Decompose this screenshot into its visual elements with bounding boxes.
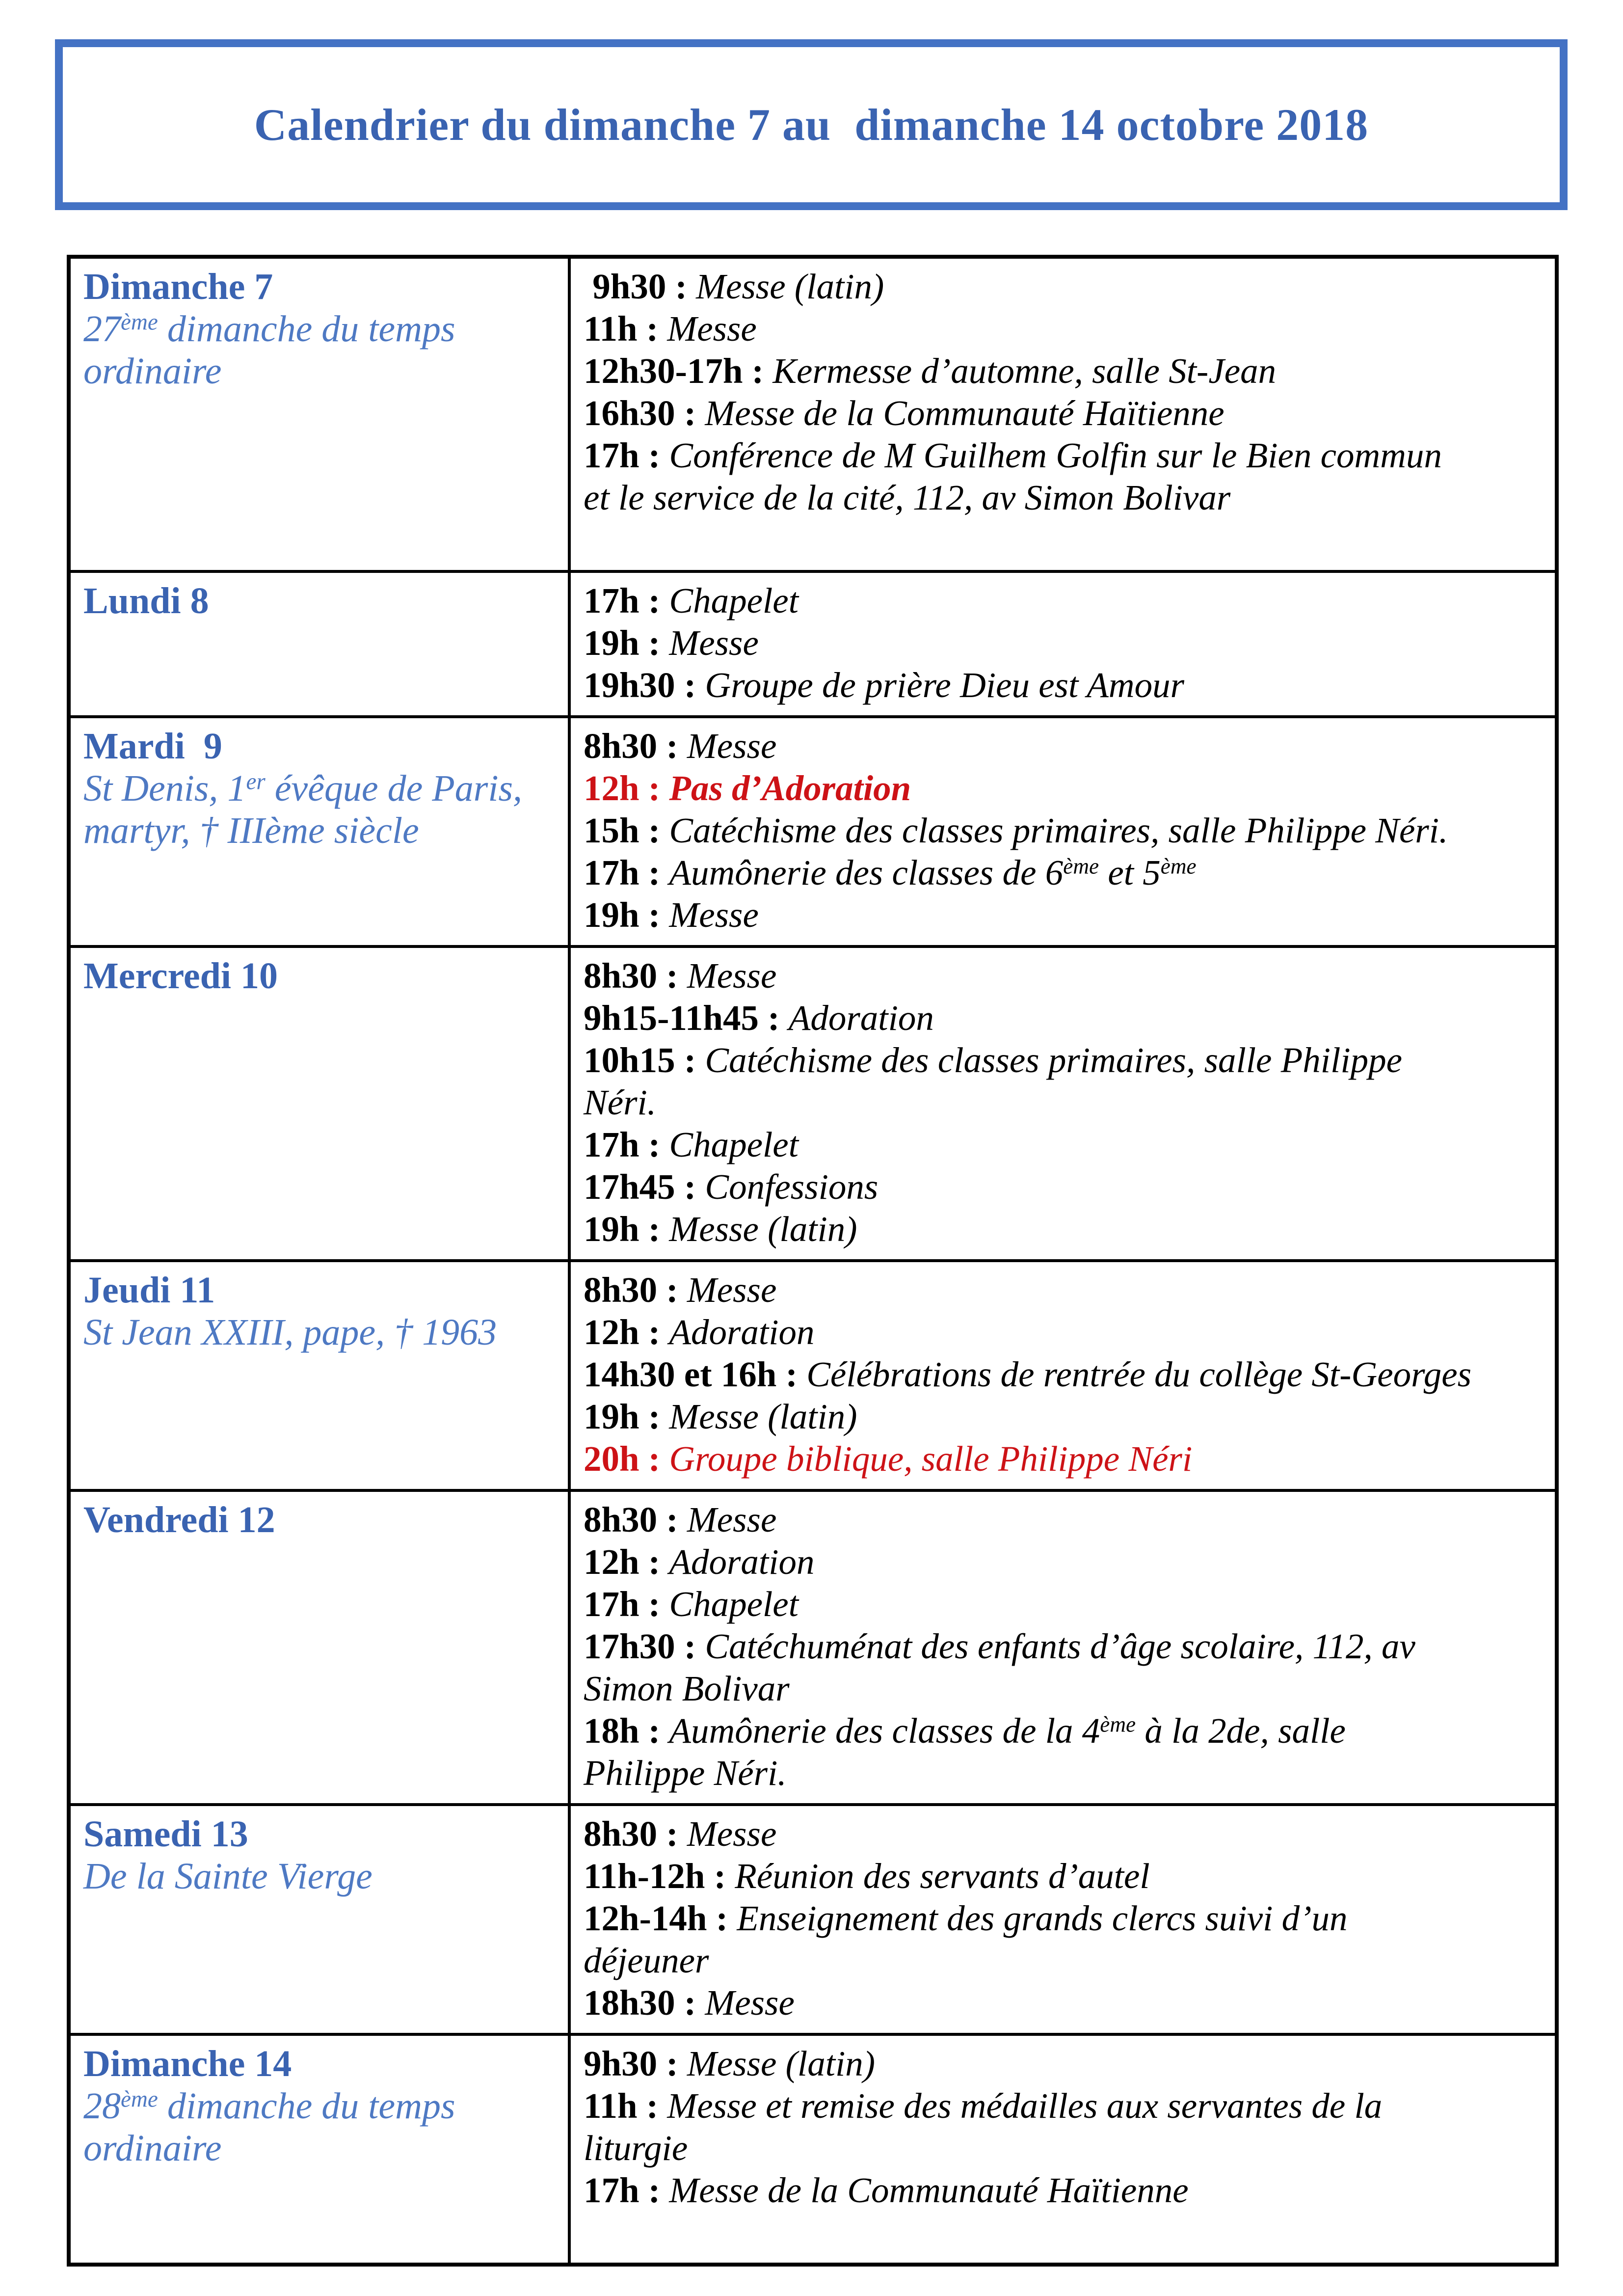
- event-line: [584, 1625, 1542, 1668]
- event-line: [584, 350, 1542, 392]
- events-cell: [569, 1490, 1557, 1805]
- events-cell: [569, 946, 1557, 1261]
- day-line: [83, 767, 555, 810]
- text-segment-sub: dimanche du temps: [158, 308, 455, 350]
- text-segment-time: 8h30 :: [584, 1814, 687, 1854]
- event-line: [584, 2169, 1542, 2212]
- day-line: [83, 266, 555, 308]
- page-title: Calendrier du dimanche 7 au dimanche 14 octobre 2018: [254, 100, 1369, 150]
- event-line: [584, 1438, 1542, 1480]
- event-line: [584, 894, 1542, 936]
- event-line: [584, 1813, 1542, 1855]
- text-segment-event: liturgie: [584, 2128, 688, 2168]
- event-line: [584, 725, 1542, 767]
- text-segment-time: 17h :: [584, 1584, 669, 1624]
- text-segment-time: 11h :: [584, 2086, 667, 2126]
- text-segment-event: à la 2de, salle: [1136, 1711, 1346, 1751]
- events-cell: [569, 257, 1557, 571]
- event-line: [584, 1541, 1542, 1583]
- text-segment-event-sup: ème: [1160, 854, 1197, 879]
- text-segment-time: 9h30 :: [584, 267, 696, 306]
- text-segment-event-red-bold: Pas d’Adoration: [669, 768, 911, 808]
- day-cell: [69, 1805, 569, 2034]
- text-segment-event: Messe: [687, 726, 777, 766]
- event-line: [584, 1940, 1542, 1982]
- event-line: [584, 852, 1542, 894]
- day-line: [83, 955, 555, 997]
- text-segment-event: Messe: [667, 309, 757, 349]
- event-line: [584, 664, 1542, 706]
- table-row: [69, 571, 1557, 717]
- table-row: [69, 2034, 1557, 2265]
- table-row: [69, 717, 1557, 946]
- text-segment-event-sup: ème: [1100, 1712, 1136, 1737]
- text-segment-event: Messe: [687, 1814, 777, 1854]
- event-line: [584, 1752, 1542, 1794]
- text-segment-event: Adoration: [669, 1312, 815, 1352]
- text-segment-event: Messe: [687, 1270, 777, 1310]
- text-segment-time: 19h30 :: [584, 665, 705, 705]
- text-segment-time: 8h30 :: [584, 726, 687, 766]
- text-segment-day: Dimanche 7: [83, 266, 273, 307]
- day-line: [83, 810, 555, 852]
- text-segment-time: 12h :: [584, 1542, 669, 1582]
- events-cell: [569, 717, 1557, 946]
- event-line: [584, 1269, 1542, 1311]
- text-segment-event: [584, 2213, 592, 2252]
- text-segment-event: Conférence de M Guilhem Golfin sur le Bien commun: [669, 435, 1442, 475]
- events-cell: [569, 571, 1557, 717]
- text-segment-time: 11h :: [584, 309, 667, 349]
- event-line: [584, 519, 1542, 561]
- event-line: [584, 767, 1542, 810]
- day-line: [83, 725, 555, 767]
- text-segment-day: Vendredi 12: [83, 1499, 275, 1540]
- event-line: [584, 1311, 1542, 1353]
- event-line: [584, 1396, 1542, 1438]
- event-line: [584, 622, 1542, 664]
- calendar-table: [67, 255, 1559, 2267]
- day-line: [83, 2043, 555, 2085]
- text-segment-time: 17h45 :: [584, 1167, 705, 1207]
- text-segment-sub: dimanche du temps: [158, 2085, 455, 2127]
- text-segment-time: 14h30 et 16h :: [584, 1354, 807, 1394]
- text-segment-event: Confessions: [705, 1167, 878, 1207]
- text-segment-sub: De la Sainte Vierge: [83, 1856, 372, 1897]
- event-line: [584, 477, 1542, 519]
- text-segment-day: Mercredi 10: [83, 955, 278, 997]
- text-segment-event: Messe (latin): [687, 2044, 876, 2083]
- day-line: [83, 1499, 555, 1541]
- text-segment-event: Messe: [687, 956, 777, 996]
- text-segment-event: Célébrations de rentrée du collège St-Georges: [806, 1354, 1472, 1394]
- text-segment-time: 12h :: [584, 1312, 669, 1352]
- table-row: [69, 1490, 1557, 1805]
- day-cell: [69, 717, 569, 946]
- events-cell: [569, 1805, 1557, 2034]
- text-segment-event: [584, 520, 592, 560]
- text-segment-event: déjeuner: [584, 1941, 709, 1980]
- text-segment-time: 17h :: [584, 2170, 669, 2210]
- text-segment-event: Catéchisme des classes primaires, salle Philippe Néri.: [669, 810, 1448, 850]
- text-segment-event: Catéchuménat des enfants d’âge scolaire, 112, av: [705, 1626, 1415, 1666]
- text-segment-time: 19h :: [584, 1397, 669, 1436]
- events-cell: [569, 1261, 1557, 1490]
- text-segment-event: Messe et remise des médailles aux servantes de la: [667, 2086, 1383, 2126]
- text-segment-time: 17h :: [584, 1125, 669, 1164]
- event-line: [584, 1897, 1542, 1940]
- text-segment-time-red: 12h :: [584, 768, 669, 808]
- text-segment-time: 19h :: [584, 1209, 669, 1249]
- text-segment-time: 18h :: [584, 1711, 669, 1751]
- text-segment-time: 8h30 :: [584, 956, 687, 996]
- text-segment-sub: évêque de Paris,: [265, 768, 523, 809]
- day-cell: [69, 946, 569, 1261]
- text-segment-event: Aumônerie des classes de la 4: [669, 1711, 1100, 1751]
- event-line: [584, 434, 1542, 477]
- day-line: [83, 2127, 555, 2169]
- text-segment-sub: ordinaire: [83, 351, 222, 392]
- text-segment-event: Simon Bolivar: [584, 1669, 790, 1708]
- text-segment-event: Néri.: [584, 1082, 657, 1122]
- day-line: [83, 1855, 555, 1897]
- event-line: [584, 266, 1542, 308]
- event-line: [584, 1081, 1542, 1124]
- text-segment-time: 18h30 :: [584, 1983, 705, 2023]
- calendar-table-body: [69, 257, 1557, 2265]
- text-segment-event: et 5: [1099, 853, 1161, 892]
- text-segment-day: Lundi 8: [83, 580, 209, 621]
- text-segment-sub: 27: [83, 308, 121, 350]
- event-line: [584, 1039, 1542, 1081]
- text-segment-event: et le service de la cité, 112, av Simon Bolivar: [584, 478, 1231, 517]
- text-segment-event: Messe: [687, 1500, 777, 1540]
- event-line: [584, 2085, 1542, 2127]
- event-line: [584, 308, 1542, 350]
- text-segment-sub-sup: ème: [121, 2086, 158, 2112]
- text-segment-event-sup: ème: [1063, 854, 1099, 879]
- text-segment-sub: 28: [83, 2085, 121, 2127]
- event-line: [584, 392, 1542, 434]
- text-segment-time: 9h30 :: [584, 2044, 687, 2083]
- day-line: [83, 308, 555, 350]
- event-line: [584, 1499, 1542, 1541]
- day-cell: [69, 1490, 569, 1805]
- event-line: [584, 1166, 1542, 1208]
- title-box: [55, 39, 1568, 210]
- text-segment-event: Réunion des servants d’autel: [735, 1856, 1150, 1896]
- text-segment-time-red: 20h :: [584, 1439, 669, 1479]
- events-cell: [569, 2034, 1557, 2265]
- text-segment-event: Messe (latin): [669, 1397, 857, 1436]
- event-line: [584, 580, 1542, 622]
- day-cell: [69, 2034, 569, 2265]
- text-segment-event: Adoration: [669, 1542, 815, 1582]
- text-segment-event: Messe de la Communauté Haïtienne: [669, 2170, 1189, 2210]
- day-line: [83, 2085, 555, 2127]
- text-segment-time: 10h15 :: [584, 1040, 705, 1080]
- text-segment-event: Chapelet: [669, 581, 798, 621]
- text-segment-time: 11h-12h :: [584, 1856, 735, 1896]
- table-row: [69, 946, 1557, 1261]
- text-segment-event: Chapelet: [669, 1125, 798, 1164]
- text-segment-day: Dimanche 14: [83, 2043, 292, 2084]
- text-segment-time: 19h :: [584, 895, 669, 935]
- text-segment-sub-sup: er: [246, 769, 266, 795]
- day-cell: [69, 571, 569, 717]
- event-line: [584, 1124, 1542, 1166]
- event-line: [584, 1583, 1542, 1625]
- event-line: [584, 997, 1542, 1039]
- text-segment-time: 9h15-11h45 :: [584, 998, 789, 1038]
- text-segment-time: 19h :: [584, 623, 669, 663]
- text-segment-time: 17h :: [584, 581, 669, 621]
- text-segment-time: 17h :: [584, 435, 669, 475]
- text-segment-event: Enseignement des grands clercs suivi d’un: [737, 1898, 1348, 1938]
- text-segment-event: Messe de la Communauté Haïtienne: [705, 393, 1224, 433]
- day-line: [83, 350, 555, 392]
- event-line: [584, 2127, 1542, 2169]
- text-segment-time: 16h30 :: [584, 393, 705, 433]
- text-segment-event: Messe (latin): [696, 267, 884, 306]
- text-segment-sub: St Denis, 1: [83, 768, 246, 809]
- event-line: [584, 1710, 1542, 1752]
- text-segment-time: 17h :: [584, 853, 669, 892]
- text-segment-event: Adoration: [788, 998, 934, 1038]
- text-segment-event: Catéchisme des classes primaires, salle Philippe: [705, 1040, 1403, 1080]
- text-segment-event: Chapelet: [669, 1584, 798, 1624]
- text-segment-event: Groupe de prière Dieu est Amour: [705, 665, 1184, 705]
- table-row: [69, 1805, 1557, 2034]
- day-line: [83, 1311, 555, 1353]
- event-line: [584, 1208, 1542, 1250]
- text-segment-day: Mardi 9: [83, 726, 222, 767]
- day-line: [83, 580, 555, 622]
- event-line: [584, 810, 1542, 852]
- event-line: [584, 1353, 1542, 1396]
- event-line: [584, 2043, 1542, 2085]
- text-segment-day: Jeudi 11: [83, 1270, 215, 1311]
- text-segment-time: 12h30-17h :: [584, 351, 773, 391]
- text-segment-time: 8h30 :: [584, 1270, 687, 1310]
- text-segment-event: Messe (latin): [669, 1209, 857, 1249]
- text-segment-event-red: Groupe biblique, salle Philippe Néri: [669, 1439, 1193, 1479]
- text-segment-day: Samedi 13: [83, 1813, 248, 1855]
- day-line: [83, 1269, 555, 1311]
- day-line: [83, 1813, 555, 1855]
- text-segment-time: 17h30 :: [584, 1626, 705, 1666]
- table-row: [69, 1261, 1557, 1490]
- text-segment-time: 15h :: [584, 810, 669, 850]
- text-segment-time: 12h-14h :: [584, 1898, 737, 1938]
- event-line: [584, 1982, 1542, 2024]
- text-segment-time: 8h30 :: [584, 1500, 687, 1540]
- text-segment-event: Philippe Néri.: [584, 1753, 787, 1793]
- text-segment-event: Messe: [705, 1983, 795, 2023]
- text-segment-sub: martyr, † IIIème siècle: [83, 810, 419, 851]
- text-segment-event: Messe: [669, 895, 759, 935]
- event-line: [584, 1855, 1542, 1897]
- event-line: [584, 955, 1542, 997]
- text-segment-sub-sup: ème: [121, 309, 158, 335]
- text-segment-event: Kermesse d’automne, salle St-Jean: [772, 351, 1277, 391]
- day-cell: [69, 257, 569, 571]
- text-segment-sub: St Jean XXIII, pape, † 1963: [83, 1312, 497, 1353]
- event-line: [584, 2212, 1542, 2254]
- text-segment-event: Messe: [669, 623, 759, 663]
- day-cell: [69, 1261, 569, 1490]
- event-line: [584, 1668, 1542, 1710]
- text-segment-event: Aumônerie des classes de 6: [669, 853, 1064, 892]
- table-row: [69, 257, 1557, 571]
- text-segment-sub: ordinaire: [83, 2128, 222, 2169]
